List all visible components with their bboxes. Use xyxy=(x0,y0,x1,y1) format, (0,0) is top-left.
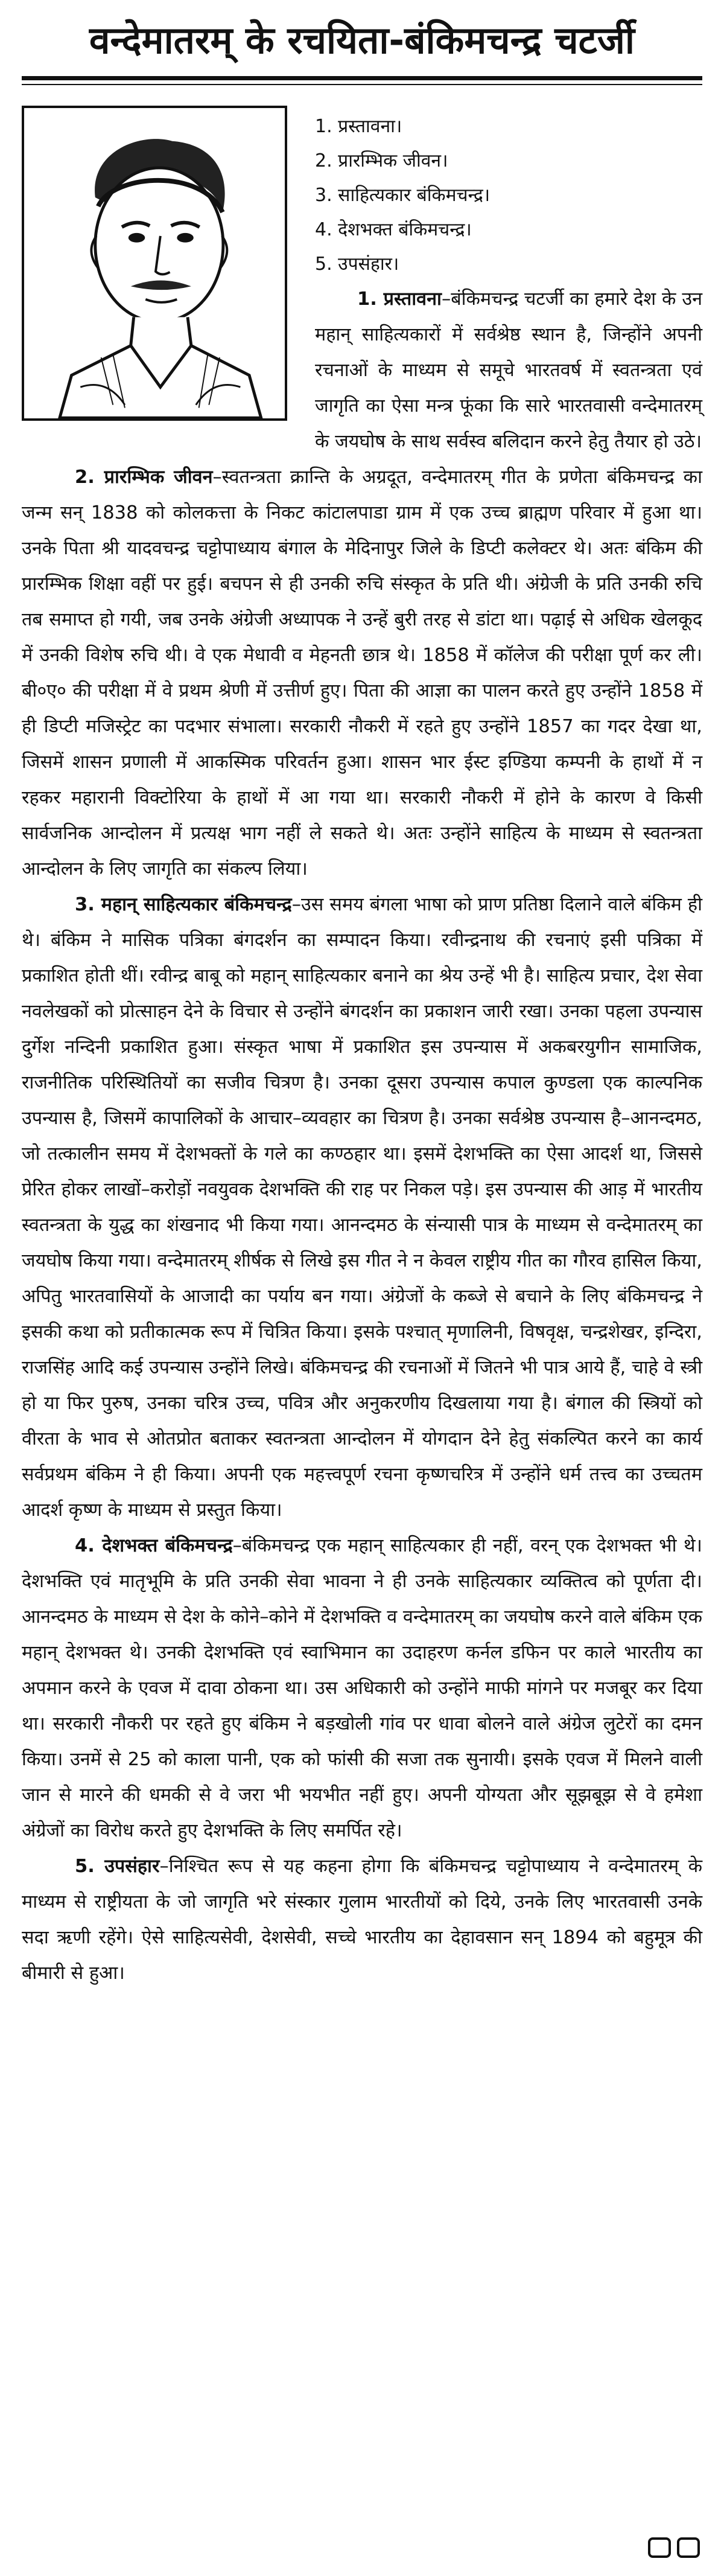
title-underline xyxy=(22,76,702,80)
portrait-image xyxy=(22,106,287,421)
portrait-sketch xyxy=(24,108,285,418)
section-heading: 3. महान् साहित्यकार बंकिमचन्द्र xyxy=(75,894,292,915)
toc-item: 4. देशभक्त बंकिमचन्द्र। xyxy=(315,219,472,240)
toc-item: 1. प्रस्तावना। xyxy=(315,116,402,137)
page-title: वन्देमातरम् के रचयिता-बंकिमचन्द्र चटर्जी xyxy=(89,18,635,62)
toc-item: 2. प्रारम्भिक जीवन। xyxy=(315,150,448,171)
end-box-icon xyxy=(648,2537,671,2558)
section-heading: 1. प्रस्तावना xyxy=(357,289,442,310)
title-underline-thin xyxy=(22,84,702,85)
section-text: –बंकिमचन्द्र एक महान् साहित्यकार ही नहीं, वरन् एक देशभक्त भी थे। देशभक्ति एवं मातृभूमि के प्रति उनकी सेवा भावना ने ही उनके साहित्यकार व्यक्तित्व को पूर्णता दी। आनन्दमठ के माध्यम से देश के कोने–कोने में देशभक्ति व वन्देमातरम् का जयघोष करने वाले बंकिम एक महान् देशभक्त थे। उनकी देशभक्ति एवं स्वाभिमान का उदाहरण कर्नल डफिन पर काले भारतीय का अपमान करने के एवज में दावा ठोकना था। उस अधिकारी को उन्होंने माफी मांगने पर मजबूर कर दिया था। सरकारी नौकरी पर रहते हुए बंकिम ने बड़खोली गांव पर धावा बोलने वाले अंग्रेज लुटेरों का दमन किया। उनमें से 25 को काला पानी, एक को फांसी की सजा तक सुनायी। इसके एवज में मिलने वाली जान से मारने की धमकी से वे जरा भी भयभीत नहीं हुए। अपनी योग्यता और सूझबूझ से वे हमेशा अंग्रेजों का विरोध करते हुए देशभक्ति के लिए समर्पित रहे। xyxy=(22,1535,702,1841)
essay-body xyxy=(22,281,702,1991)
toc-item: 3. साहित्यकार बंकिमचन्द्र। xyxy=(315,185,491,206)
section-text: –उस समय बंगला भाषा को प्राण प्रतिष्ठा दिलाने वाले बंकिम ही थे। बंकिम ने मासिक पत्रिका बंगदर्शन का सम्पादन किया। रवीन्द्रनाथ की रचनाएं इसी पत्रिका में प्रकाशित होती थीं। रवीन्द्र बाबू को महान् साहित्यकार बनाने का श्रेय उन्हें भी है। साहित्य प्रचार, देश सेवा नवलेखकों को प्रोत्साहन देने के विचार से उन्होंने बंगदर्शन का प्रकाशन जारी रखा। उनका पहला उपन्यास दुर्गेश नन्दिनी प्रकाशित हुआ। संस्कृत भाषा में प्रकाशित इस उपन्यास में अकबरयुगीन सामाजिक, राजनीतिक परिस्थितियों का सजीव चित्रण है। उनका दूसरा उपन्यास कपाल कुण्डला एक काल्पनिक उपन्यास है, जिसमें कापालिकों के आचार–व्यवहार का चित्रण है। उनका सर्वश्रेष्ठ उपन्यास है–आनन्दमठ, जो तत्कालीन समय में देशभक्तों के गले का कण्ठहार था। इसमें देशभक्ति का ऐसा आदर्श था, जिससे प्रेरित होकर लाखों–करोड़ों नवयुवक देशभक्ति की राह पर निकल पड़े। इस उपन्यास की आड़ में भारतीय स्वतन्त्रता के युद्ध का शंखनाद भी किया गया। आनन्दमठ के संन्यासी पात्र के माध्यम से वन्देमातरम् का जयघोष किया गया। वन्देमातरम् शीर्षक से लिखे इस गीत ने न केवल राष्ट्रीय गीत का गौरव हासिल किया, अपितु भारतवासियों के आजादी का पर्याय बन गया। अंग्रेजों के कब्जे से बचाने के लिए बंकिमचन्द्र ने इसकी कथा को प्रतीकात्मक रूप में चित्रित किया। इसके पश्चात् मृणालिनी, विषवृक्ष, चन्द्रशेखर, इन्दिरा, राजसिंह आदि कई उपन्यास उन्होंने लिखे। बंकिमचन्द्र की रचनाओं में जितने भी पात्र आये हैं, चाहे वे स्त्री हो या फिर पुरुष, उनका चरित्र उच्च, पवित्र और अनुकरणीय दिखलाया गया है। बंगाल की स्त्रियों को वीरता के भाव से ओतप्रोत बताकर स्वतन्त्रता आन्दोलन में योगदान देने हेतु संकल्पित करने का कार्य सर्वप्रथम बंकिम ने ही किया। अपनी एक महत्त्वपूर्ण रचना कृष्णचरित्र में उन्होंने धर्म तत्त्व का उच्चतम आदर्श कृष्ण के माध्यम से प्रस्तुत किया। xyxy=(22,894,702,1521)
section-patriot xyxy=(22,1528,702,1849)
section-litterateur xyxy=(22,887,702,1528)
section-text: –निश्चित रूप से यह कहना होगा कि बंकिमचन्द्र चट्टोपाध्याय ने वन्देमातरम् के माध्यम से राष्ट्रीयता के जो जागृति भरे संस्कार गुलाम भारतीयों को दिये, उनके लिए भारतवासी उनके सदा ऋणी रहेंगे। ऐसे साहित्यसेवी, देशसेवी, सच्चे भारतीय का देहावसान सन् 1894 को बहुमूत्र की बीमारी से हुआ। xyxy=(22,1856,702,1984)
section-text: –स्वतन्त्रता क्रान्ति के अग्रदूत, वन्देमातरम् गीत के प्रणेता बंकिमचन्द्र का जन्म सन् 1838 को कोलकत्ता के निकट कांटालपाडा ग्राम में एक उच्च ब्राह्मण परिवार में हुआ था। उनके पिता श्री यादवचन्द्र चट्टोपाध्याय बंगाल के मेदिनापुर जिले के डिप्टी कलेक्टर थे। अतः बंकिम की प्रारम्भिक शिक्षा वहीं पर हुई। बचपन से ही उनकी रुचि संस्कृत के प्रति थी। अंग्रेजी के प्रति उनकी रुचि तब समाप्त हो गयी, जब उनके अंग्रेजी अध्यापक ने उन्हें बुरी तरह से डांटा था। पढ़ाई से अधिक खेलकूद में उनकी विशेष रुचि थी। वे एक मेधावी व मेहनती छात्र थे। 1858 में कॉलेज की परीक्षा पूर्ण कर ली। बी०ए० की परीक्षा में वे प्रथम श्रेणी में उत्तीर्ण हुए। पिता की आज्ञा का पालन करते हुए उन्होंने 1858 में ही डिप्टी मजिस्ट्रेट का पदभार संभाला। सरकारी नौकरी में रहते हुए उन्होंने 1857 का गदर देखा था, जिसमें शासन प्रणाली में आकस्मिक परिवर्तन हुआ। शासन भार ईस्ट इण्डिया कम्पनी के हाथों में न रहकर महारानी विक्टोरिया के हाथों में आ गया था। सरकारी नौकरी में होने के कारण वे किसी सार्वजनिक आन्दोलन में प्रत्यक्ष भाग नहीं ले सकते थे। अतः उन्होंने साहित्य के माध्यम से स्वतन्त्रता आन्दोलन के लिए जागृति का संकल्प लिया। xyxy=(22,467,703,880)
toc-item: 5. उपसंहार। xyxy=(315,254,399,275)
section-heading: 4. देशभक्त बंकिमचन्द्र xyxy=(75,1535,233,1556)
end-box-icon xyxy=(677,2537,700,2558)
section-conclusion xyxy=(22,1849,702,1991)
section-early-life xyxy=(22,459,702,887)
section-heading: 5. उपसंहार xyxy=(75,1856,160,1877)
page-end-mark xyxy=(648,2537,700,2558)
section-text: –बंकिमचन्द्र चटर्जी का हमारे देश के उन महान् साहित्यकारों में सर्वश्रेष्ठ स्थान है, जिन्होंने अपनी रचनाओं के माध्यम से समूचे भारतवर्ष में स्वतन्त्रता एवं जागृति का ऐसा मन्त्र फूंका कि सारे भारतवासी वन्देमातरम् के जयघोष के साथ सर्वस्व बलिदान करने हेतु तैयार हो उठे। xyxy=(315,289,702,452)
section-heading: 2. प्रारम्भिक जीवन xyxy=(75,467,213,488)
